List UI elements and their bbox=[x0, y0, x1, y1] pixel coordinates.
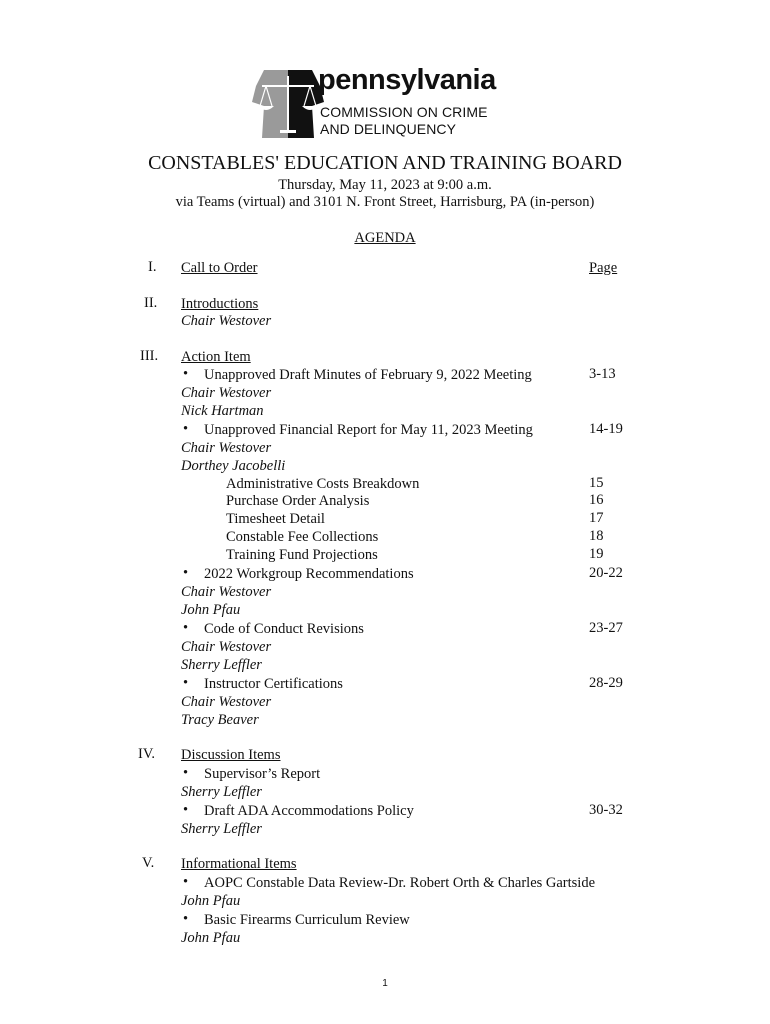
agenda-item: AOPC Constable Data Review-Dr. Robert Orth & Charles Gartside bbox=[204, 875, 596, 891]
item-pages: 23-27 bbox=[589, 620, 623, 636]
presenter: Sherry Leffler bbox=[181, 821, 262, 837]
agenda-item: Supervisor’s Report bbox=[204, 766, 321, 782]
presenter: Dorthey Jacobelli bbox=[181, 458, 286, 474]
agenda-item: Basic Firearms Curriculum Review bbox=[204, 912, 410, 928]
presenter: Sherry Leffler bbox=[181, 784, 262, 800]
page-column-header: Page bbox=[589, 260, 618, 276]
section-numeral: III. bbox=[140, 348, 159, 364]
sub-item-page: 19 bbox=[589, 546, 604, 562]
agenda-heading: AGENDA bbox=[354, 230, 416, 246]
sub-item: Purchase Order Analysis bbox=[226, 493, 370, 509]
logo-subtitle-line1: COMMISSION ON CRIME bbox=[320, 104, 488, 120]
presenter: Chair Westover bbox=[181, 639, 272, 655]
section-title: Call to Order bbox=[181, 260, 258, 276]
bullet-icon: • bbox=[183, 366, 189, 382]
agenda-item: Instructor Certifications bbox=[204, 676, 343, 692]
bullet-icon: • bbox=[183, 620, 189, 636]
sub-item: Administrative Costs Breakdown bbox=[226, 476, 420, 492]
presenter: Chair Westover bbox=[181, 440, 272, 456]
agenda-item: 2022 Workgroup Recommendations bbox=[204, 566, 414, 582]
sub-item: Timesheet Detail bbox=[226, 511, 325, 527]
presenter: Tracy Beaver bbox=[181, 712, 259, 728]
agenda-item: Unapproved Draft Minutes of February 9, 2022 Meeting bbox=[204, 367, 532, 383]
presenter: Chair Westover bbox=[181, 694, 272, 710]
document-title: CONSTABLES' EDUCATION AND TRAINING BOARD bbox=[148, 152, 622, 174]
section-title: Informational Items bbox=[181, 856, 297, 872]
section-title: Discussion Items bbox=[181, 747, 281, 763]
bullet-icon: • bbox=[183, 675, 189, 691]
item-pages: 30-32 bbox=[589, 802, 623, 818]
item-pages: 3-13 bbox=[589, 366, 616, 382]
logo-wordmark: pennsylvania bbox=[318, 64, 496, 96]
presenter: Nick Hartman bbox=[181, 403, 264, 419]
sub-item-page: 18 bbox=[589, 528, 604, 544]
agenda-item: Code of Conduct Revisions bbox=[204, 621, 364, 637]
section-title: Action Item bbox=[181, 349, 251, 365]
presenter: John Pfau bbox=[181, 893, 241, 909]
presenter: Chair Westover bbox=[181, 313, 272, 329]
page-number: 1 bbox=[382, 978, 388, 989]
item-pages: 28-29 bbox=[589, 675, 623, 691]
meeting-location: via Teams (virtual) and 3101 N. Front Street, Harrisburg, PA (in-person) bbox=[175, 194, 595, 210]
item-pages: 20-22 bbox=[589, 565, 623, 581]
presenter: John Pfau bbox=[181, 602, 241, 618]
agenda-item: Draft ADA Accommodations Policy bbox=[204, 803, 414, 819]
presenter: Chair Westover bbox=[181, 385, 272, 401]
sub-item: Constable Fee Collections bbox=[226, 529, 379, 545]
bullet-icon: • bbox=[183, 911, 189, 927]
sub-item: Training Fund Projections bbox=[226, 547, 378, 563]
logo-subtitle-line2: AND DELINQUENCY bbox=[320, 121, 457, 137]
agenda-item: Unapproved Financial Report for May 11, 2023 Meeting bbox=[204, 422, 533, 438]
presenter: John Pfau bbox=[181, 930, 241, 946]
presenter: Chair Westover bbox=[181, 584, 272, 600]
bullet-icon: • bbox=[183, 765, 189, 781]
sub-item-page: 17 bbox=[589, 510, 604, 526]
section-numeral: II. bbox=[144, 295, 158, 311]
bullet-icon: • bbox=[183, 874, 189, 890]
presenter: Sherry Leffler bbox=[181, 657, 262, 673]
bullet-icon: • bbox=[183, 565, 189, 581]
sub-item-page: 15 bbox=[589, 475, 604, 491]
bullet-icon: • bbox=[183, 421, 189, 437]
meeting-datetime: Thursday, May 11, 2023 at 9:00 a.m. bbox=[278, 177, 492, 193]
bullet-icon: • bbox=[183, 802, 189, 818]
sub-item-page: 16 bbox=[589, 492, 604, 508]
section-numeral: IV. bbox=[138, 746, 156, 762]
section-numeral: V. bbox=[142, 855, 155, 871]
item-pages: 14-19 bbox=[589, 421, 623, 437]
section-numeral: I. bbox=[148, 259, 157, 275]
section-title: Introductions bbox=[181, 296, 259, 312]
